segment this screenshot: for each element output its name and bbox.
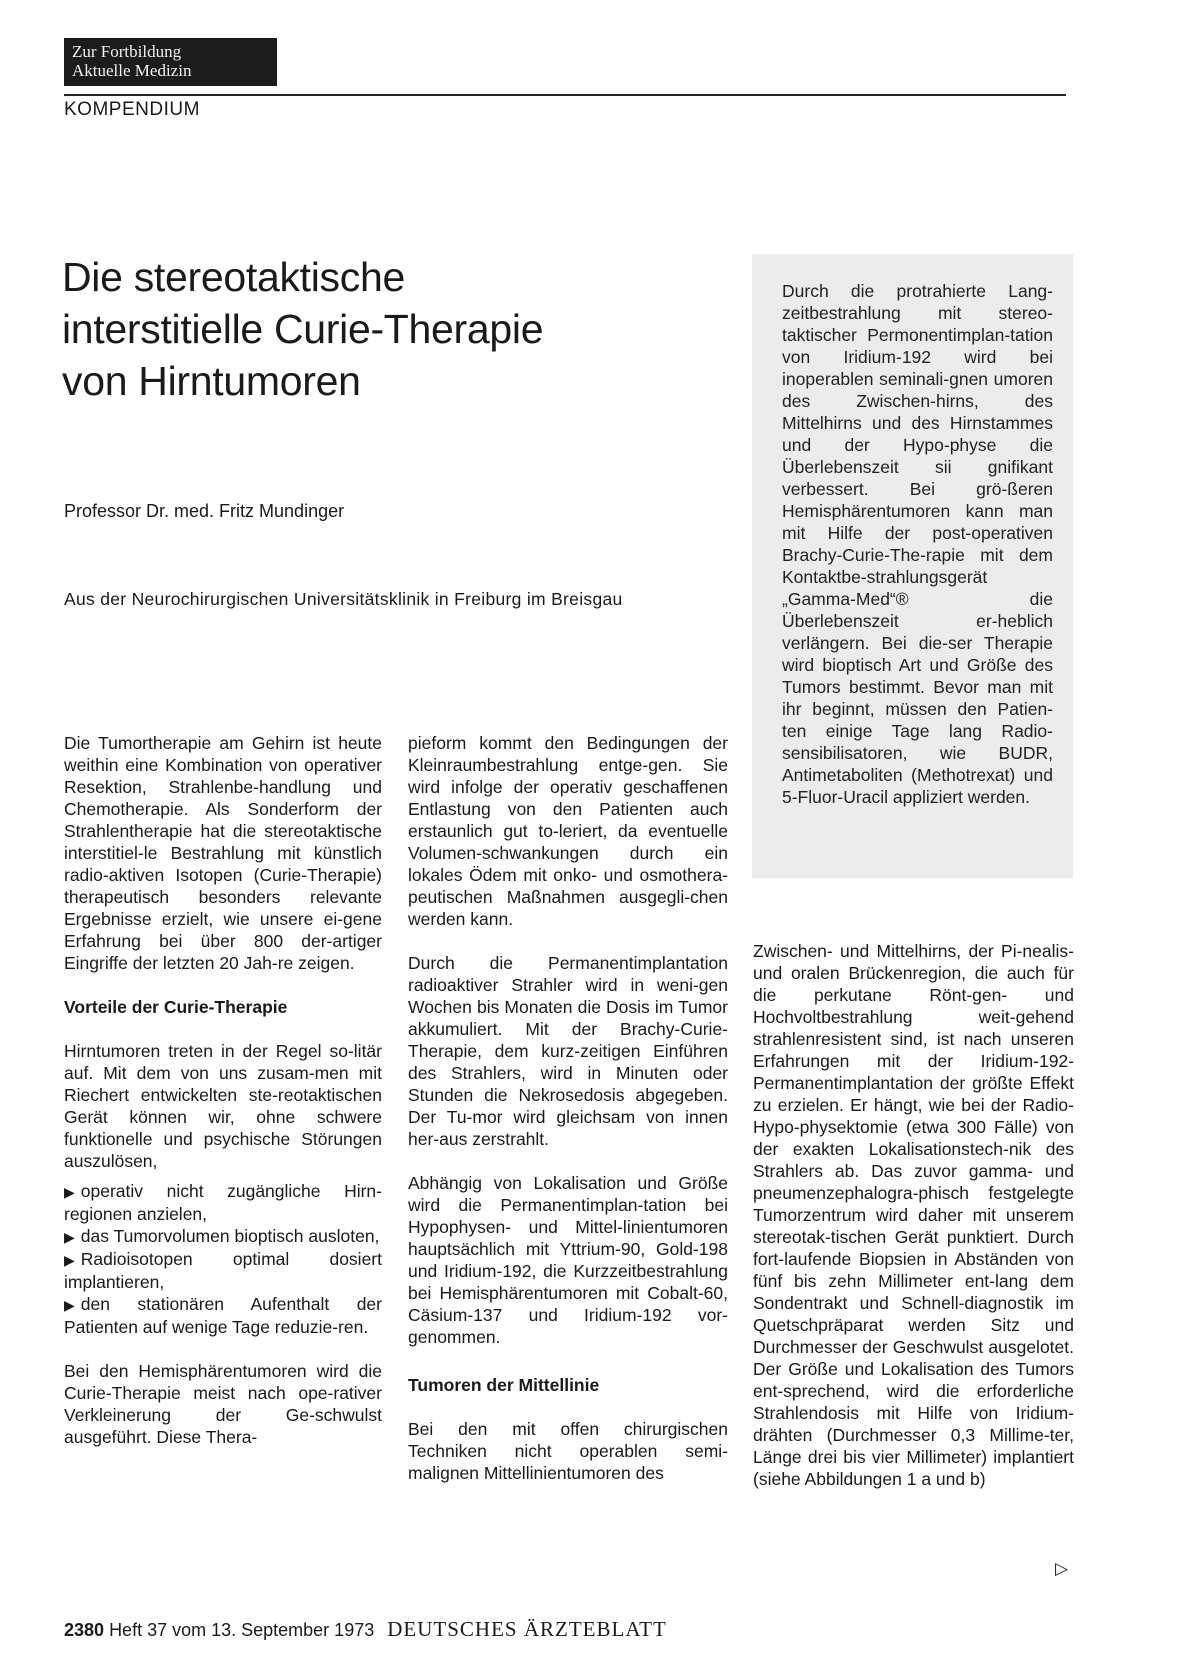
journal-name: DEUTSCHES ÄRZTEBLATT <box>387 1617 667 1641</box>
column-3 <box>753 940 1074 1512</box>
continued-arrow-icon: ▷ <box>1055 1559 1069 1578</box>
column-1 <box>64 732 382 1470</box>
header-rule <box>64 94 1066 96</box>
section-label: KOMPENDIUM <box>64 99 200 120</box>
title-line-2: interstitielle Curie-Therapie <box>62 306 544 352</box>
triangle-bullet-icon: ▶ <box>64 1184 75 1200</box>
column-2 <box>408 732 728 1506</box>
title-line-3: von Hirntumoren <box>62 358 361 404</box>
badge-line-2: Aktuelle Medizin <box>72 61 192 80</box>
page-number: 2380 <box>64 1620 105 1640</box>
heading-mittellinie: Tumoren der Mittellinie <box>408 1375 600 1395</box>
col2-paragraph-2: Durch die Permanentimplantation radioaktiver Strahler wird in weni-gen Wochen bis Monaten die Dosis im Tumor akkumuliert. Mit der Brachy-Curie-Therapie, dem kurz-zeitigen Einführen des Strahlers, wird in Minuten oder Stunden die Nekrosedosis abgegeben. Der Tu-mor wird gleichsam von innen her-aus zerstrahlt. <box>408 953 728 1149</box>
bullet-item: ▶ Radioisotopen optimal dosiert implantieren, <box>64 1249 382 1292</box>
col2-paragraph-4: Bei den mit offen chirurgischen Techniken nicht operablen semi-malignen Mittellinientumoren des <box>408 1419 728 1483</box>
summary-box <box>752 254 1073 878</box>
article-title <box>62 251 712 407</box>
vorteile-paragraph: Hirntumoren treten in der Regel so-litär auf. Mit dem von uns zusam-men mit Riechert entwickelten ste-reotaktischen Gerät können wir, ohne schwere funktionelle und psychische Störungen auszulösen, <box>64 1041 382 1171</box>
hemisphere-paragraph: Bei den Hemisphärentumoren wird die Curie-Therapie meist nach ope-rativer Verkleinerung der Ge-schwulst ausgeführt. Diese Thera- <box>64 1361 382 1447</box>
triangle-bullet-icon: ▶ <box>64 1297 75 1313</box>
footer <box>64 1617 667 1642</box>
summary-text: Durch die protrahierte Lang-zeitbestrahlung mit stereo-taktischer Permonentimplan-tation von Iridium-192 wird bei inoperablen seminali-gnen umoren des Zwischen-hirns, des Mittelhirns und des Hirnstammes und der Hypo-physe die Überlebenszeit sii gnifikant verbessert. Bei grö-ßeren Hemisphärentumoren kann man mit Hilfe der post-operativen Brachy-Curie-The-rapie mit dem Kontaktbe-strahlungsgerät „Gamma-Med“® die Überlebenszeit er-heblich verlängern. Bei die-ser Therapie wird bioptisch Art und Größe des Tumors bestimmt. Bevor man mit ihr beginnt, müssen den Patien-ten einige Tage lang Radio-sensibilisatoren, wie BUDR, Antimetaboliten (Methotrexat) und 5-Fluor-Uracil appliziert werden. <box>782 281 1053 807</box>
bullet-item: ▶ den stationären Aufenthalt der Patienten auf wenige Tage reduzie-ren. <box>64 1294 382 1337</box>
triangle-bullet-icon: ▶ <box>64 1229 75 1245</box>
col2-paragraph-3: Abhängig von Lokalisation und Größe wird die Permanentimplan-tation bei Hypophysen- und Mittel-linientumoren hauptsächlich mit Yttrium-90, Gold-198 und Iridium-192, die Kurzzeitbestrahlung bei Hemisphärentumoren mit Cobalt-60, Cäsium-137 und Iridium-192 vor-genommen. <box>408 1173 728 1347</box>
badge-line-1: Zur Fortbildung <box>72 42 182 61</box>
col2-paragraph-1: pieform kommt den Bedingungen der Kleinraumbestrahlung entge-gen. Sie wird infolge der operativ geschaffenen Entlastung von den Patienten auch erstaunlich gut to-leriert, da eventuelle Volumen-schwankungen durch ein lokales Ödem mit onko- und osmothera-peutischen Maßnahmen ausgegli-chen werden kann. <box>408 733 728 929</box>
affiliation: Aus der Neurochirurgischen Universitätsklinik in Freiburg im Breisgau <box>64 589 623 609</box>
issue-info: Heft 37 vom 13. September 1973 <box>109 1620 375 1640</box>
series-badge <box>64 38 277 86</box>
bullet-item: ▶ operativ nicht zugängliche Hirn-regionen anzielen, <box>64 1181 382 1224</box>
triangle-bullet-icon: ▶ <box>64 1252 75 1268</box>
heading-vorteile: Vorteile der Curie-Therapie <box>64 997 288 1017</box>
author: Professor Dr. med. Fritz Mundinger <box>64 501 345 521</box>
title-line-1: Die stereotaktische <box>62 254 405 300</box>
col3-paragraph-1: Zwischen- und Mittelhirns, der Pi-nealis- und oralen Brückenregion, die auch für die perkutane Rönt-gen- und Hochvoltbestrahlung weit-gehend strahlenresistent sind, ist nach unseren Erfahrungen mit der Iridium-192-Permanentimplantation der größte Effekt zu erzielen. Er hängt, wie bei der Radio-Hypo-physektomie (etwa 300 Fälle) von der exakten Lokalisationstech-nik des Strahlers ab. Das zuvor gamma- und pneumenzephalogra-phisch festgelegte Tumorzentrum wird daher mit unserem stereotak-tischen Gerät punktiert. Durch fort-laufende Biopsien in Abständen von fünf bis zehn Millimeter ent-lang dem Sondentrakt und Schnell-diagnostik im Quetschpräparat werden Sitz und Durchmesser der Geschwulst ausgelotet. Der Größe und Lokalisation des Tumors ent-sprechend, wird die erforderliche Strahlendosis mit Hilfe von Iridium-drähten (Durchmesser 0,3 Millime-ter, Länge drei bis vier Millimeter) implantiert (siehe Abbildungen 1 a und b) <box>753 941 1074 1489</box>
intro-paragraph: Die Tumortherapie am Gehirn ist heute weithin eine Kombination von operativer Resektion, Strahlenbe-handlung und Chemotherapie. Als Sonderform der Strahlentherapie hat die stereotaktische interstitiel-le Bestrahlung mit künstlich radio-aktiven Isotopen (Curie-Therapie) therapeutisch besonders relevante Ergebnisse erzielt, wie unsere ei-gene Erfahrung bei über 800 der-artiger Eingriffe der letzten 20 Jah-re zeigen. <box>64 733 382 973</box>
bullet-item: ▶ das Tumorvolumen bioptisch ausloten, <box>64 1226 380 1246</box>
